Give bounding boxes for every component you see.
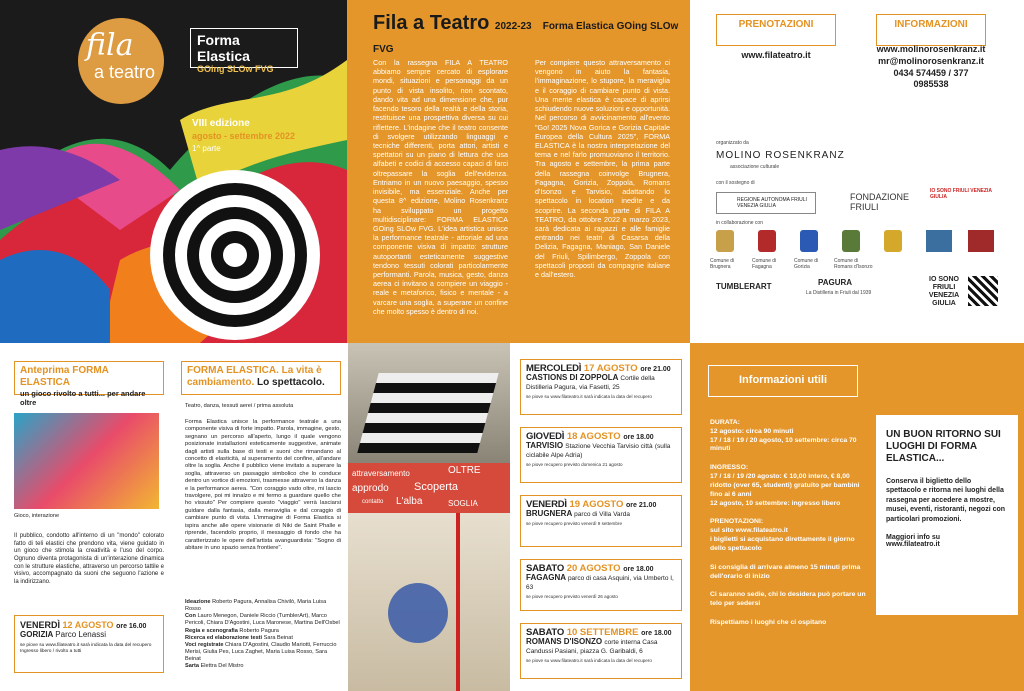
ingresso-text: 17 / 18 / 19 /20 agosto: € 10,00 intero, € 8,00 ridotto (over 65, studenti) gratuito per bambini fino ai 6 anni 12 agosto, 10 settembre: ingresso libero	[710, 473, 860, 507]
edition-dates: agosto - settembre 2022	[192, 131, 296, 141]
promo-more: Maggiori info su	[886, 534, 941, 542]
info-title: Informazioni utili	[708, 365, 858, 397]
event-venue: corte interna Casa Candussi Pasiani,	[526, 639, 658, 655]
coat-of-arms-icon	[884, 230, 902, 252]
fondazione-logo	[830, 192, 920, 214]
intro-title-main: Fila a Teatro	[373, 12, 490, 34]
comune-label: Comune di Fagagna	[752, 258, 777, 270]
photo-bottom	[348, 513, 510, 691]
edition-part: 1^ parte	[192, 144, 221, 153]
fondazione-name: FONDAZIONE FRIULI	[850, 192, 910, 212]
events-panel	[510, 343, 690, 691]
iosono-text	[922, 276, 966, 308]
promo-box	[876, 415, 1018, 615]
edition: VIII edizione	[192, 118, 250, 129]
support-label: con il sostegno di	[716, 180, 755, 186]
info-label: INFORMAZIONI	[894, 19, 968, 30]
preview-caption: Gioco, interazione	[14, 513, 60, 519]
intro-title-year: 2022-23	[494, 21, 532, 32]
comune-label: Comune di Romans d'Isonzo	[834, 258, 873, 270]
booking-label: PRENOTAZIONI	[738, 19, 814, 30]
preview-event	[14, 615, 164, 673]
info-panel	[690, 343, 1024, 691]
event-place: BRUGNERA	[526, 509, 572, 518]
coat-of-arms-icon	[758, 230, 776, 252]
event-day: MERCOLEDÌ	[526, 363, 582, 374]
preview-ev-date: 12 AGOSTO	[62, 620, 114, 630]
show-credits	[185, 599, 341, 671]
event-day: SABATO	[526, 563, 565, 574]
pagura-sub: La Distilleria in Friuli dal 1939	[806, 290, 872, 296]
photo-top	[348, 343, 510, 463]
words-strip	[348, 463, 510, 513]
word-attraversamento: attraversamento	[352, 469, 410, 478]
event-note: se piove su www.filateatro.it sarà indicata la data del recupero	[526, 657, 652, 663]
event-day: SABATO	[526, 627, 565, 638]
partner-logo	[968, 230, 994, 252]
event-venue: parco di casa Asquini,	[567, 575, 632, 582]
show-panel	[173, 343, 348, 691]
preview-title-box	[14, 361, 164, 407]
promo-site[interactable]: www.filateatro.it	[886, 541, 940, 549]
ingresso-heading: INGRESSO:	[710, 464, 749, 472]
durata-text: 12 agosto: circa 90 minuti 17 / 18 / 19 / 20 agosto, 10 settembre: circa 70 minuti	[710, 427, 857, 453]
event-addr: via Umberto I, 63	[526, 575, 674, 591]
event-date: 20 AGOSTO	[566, 563, 621, 574]
durata-heading: DURATA:	[710, 419, 740, 426]
organized-by: organizzato da	[716, 140, 749, 146]
preview-panel	[0, 343, 173, 691]
intro-title	[373, 12, 690, 58]
iosono-l3: VENEZIA	[928, 292, 960, 300]
event-addr: via Fasetti, 25	[579, 383, 620, 391]
region-name: REGIONE AUTONOMA FRIULI VENEZIA GIULIA	[737, 197, 807, 209]
word-soglia: SOGLIA	[448, 499, 478, 508]
credit-line: Con Lauro Menegon, Daniele Riccio (TumblerArt), Marco Pericoli, Chiara D'Agostini, Luca Maronese, Martina Dell'Osbel	[185, 613, 340, 627]
preview-title	[20, 365, 158, 389]
booking-site[interactable]: www.filateatro.it	[741, 50, 811, 60]
coat-of-arms-icon	[800, 230, 818, 252]
prenotazioni-heading: PRENOTAZIONI:	[710, 518, 764, 526]
striped-fabric	[357, 373, 498, 453]
event-venue: parco di Villa Varda	[574, 511, 630, 518]
comuni-row	[710, 230, 1006, 270]
event-note: se piove su www.filateatro.it sarà indicata la data del recupero	[526, 393, 652, 399]
sedie-text: Ci saranno sedie, chi lo desidera può portare un telo per sedersi	[710, 591, 866, 608]
show-title-box	[181, 361, 341, 395]
info-box	[876, 14, 986, 46]
logo-teatro: a teatro	[94, 62, 156, 82]
iosono-logo: IO SONO FRIULI VENEZIA GIULIA	[930, 188, 992, 200]
credit-line: Ricerca ed elaborazione testi Sara Beinat	[185, 634, 293, 641]
event-venue: Stazione Vecchia Tarvisio città	[565, 443, 653, 450]
iosono-l4: GIULIA	[932, 300, 956, 308]
booking-box	[716, 14, 836, 46]
performer-figure	[388, 583, 448, 643]
promo-title: UN BUON RITORNO SUI LUOGHI DI FORMA ELASTICA...	[886, 429, 1001, 464]
preview-ev-note2: Ingresso libero / rivolto a tutti	[20, 649, 82, 655]
collab-label: in collaborazione con	[716, 220, 763, 226]
preview-title-b: FORMA ELASTICA	[20, 365, 109, 388]
event-card	[520, 359, 682, 415]
intro-text-col2: Per compiere questo attraversamento ci vengono in aiuto la fantasia, l'immaginazione, lo stupore, la meraviglia e il coraggio di cambiare punto di vista. Una mente elastica è capace di aprirsi schiudendo nuove soluzioni e opportunità. Nel percorso di avvicinamento all'evento "Go! 2025 Nova Gorica e Gorizia Capitale Europea della Cultura 2025", FORMA ELASTICA è la nostra interpretazione del tema e nel farlo promuoviamo il territorio. Tra agosto e settembre, la prima parte della rassegna coinvolge Brugnera, Fagagna, Gorizia, Zoppola, Romans d'Isonzo e Tarvisio, adattando lo spettacolo in location inedite e da scoprire. La seconda parte di FILA A TEATRO, da ottobre 2022 a marzo 2023, sarà dedicata ai ragazzi e alle famiglie entrando nei teatri di Casarsa della Delizia, Fagagna, Maniago, San Daniele del Friuli, Spilimbergo, Zoppola con spettacoli proposti da compagnie italiane e dall'estero.	[535, 58, 670, 280]
comune-label: Comune di Gorizia	[794, 258, 819, 270]
tumblerart-logo: TUMBLERART	[716, 282, 772, 291]
comune-label: Comune di Brugnera	[710, 258, 735, 270]
word-approdo: approdo	[352, 483, 389, 494]
event-card	[520, 559, 682, 611]
info-site[interactable]: www.molinorosenkranz.it	[876, 44, 986, 54]
preview-subtitle: un gioco rivolto a tutti... per andare oltre	[20, 389, 146, 407]
event-time: ore 18.00	[623, 434, 654, 441]
coat-of-arms-icon	[716, 230, 734, 252]
qr-code-icon[interactable]	[968, 276, 998, 306]
event-date: 18 AGOSTO	[566, 431, 621, 442]
preview-ev-day: VENERDÌ	[20, 620, 61, 630]
preview-body: Il pubblico, condotto all'interno di un "mondo" colorato fatto di teli elastici che prendono vita, viene guidato in un gioco che stimola la creatività e l'uso del corpo. Ognuno diventa protagonista di un'interazione dinamica con le strutture elastiche, attraverso un percorso tattile e visivo, accompagnato da suoni che seguono l'azione e la indirizzano.	[14, 533, 164, 586]
iosono-l2: FRIULI	[932, 284, 956, 292]
show-title-b: La vita è	[281, 365, 322, 376]
event-time: ore 18.00	[641, 630, 672, 637]
coat-of-arms-icon	[842, 230, 860, 252]
event-note: se piove recupero previsto venerdì 26 agosto	[526, 593, 618, 599]
event-place: ROMANS D'ISONZO	[526, 637, 603, 646]
show-title-a: FORMA ELASTICA.	[187, 365, 279, 376]
event-date: 10 SETTEMBRE	[566, 627, 639, 638]
event-card	[520, 495, 682, 547]
preview-photo	[14, 413, 159, 509]
preview-ev-place: GORIZIA	[20, 630, 54, 639]
aerial-silk	[456, 513, 460, 691]
org-sub: associazione culturale	[730, 164, 780, 170]
preview-title-a: Anteprima	[20, 365, 70, 376]
event-date: 19 AGOSTO	[569, 499, 624, 510]
contacts-panel	[690, 0, 1024, 343]
cover-title: Forma Elastica	[197, 32, 250, 64]
word-scoperta: Scoperta	[414, 481, 459, 493]
event-place: TARVISIO	[526, 441, 564, 450]
preview-ev-time: ore 16.00	[116, 623, 147, 630]
photo-panel	[348, 343, 510, 691]
intro-panel	[347, 0, 690, 343]
info-phone: 0434 574459 / 377 0985538	[893, 68, 969, 90]
credit-line: Regia e scenografia Roberto Pagura	[185, 627, 279, 634]
event-note: se piove recupero previsto venerdì 9 settembre	[526, 520, 623, 526]
event-day: GIOVEDÌ	[526, 431, 565, 442]
intro-text-col1: Con la rassegna FILA A TEATRO abbiamo sempre cercato di esplorare mondi, situazioni e personaggi da un punto di vista insolito, non scontato, dando vita ad una dimensione che, pur facendo tesoro della realtà e della storia, restituisce una prospettiva diversa su cui riflettere. L'indagine che il teatro consente di svolgere utilizzando linguaggi e tecniche differenti, porta attori, artisti e spettatori su un piano di lettura che usa alfabeti e codici di accesso capaci di farci oltrepassare la soglia dell'evidenza. Entriamo in un nuovo paesaggio, spesso invisibile, ma essenziale. Anche per questa 8^ edizione, Molino Rosenkranz ha sviluppato un progetto multidisciplinare: FORMA ELASTICA GOing SLOw FVG. L'idea artistica unisce la performance teatrale - attoriale ad una componente visiva di impatto: strutture autoportanti esteticamente suggestive tendono tessuti colorati particolarmente performanti. Parola, musica, gesto, danza aerea ci invitano a compiere un viaggio - reale e metaforico, fisico e mentale - a varcare una soglia, a superare un confine che molto spesso è dentro di noi.	[373, 58, 508, 316]
info-mail[interactable]: mr@molinorosenkranz.it	[878, 56, 984, 66]
iosono-l1: IO SONO	[929, 276, 959, 283]
intro-title-sub: Forma Elastica GOing SLOw FVG	[373, 21, 679, 55]
credit-line: Voci registrate Chiara D'Agostini, Claudio Mariotti, Ferruccio Merisi, Giulia Pes, Luca Zaghet, Maria Luisa Rosso, Sara Beinat	[185, 641, 337, 663]
event-note: se piove recupero previsto domenica 21 agosto	[526, 461, 623, 467]
event-time: ore 21.00	[640, 366, 671, 373]
cover-title-box	[190, 28, 298, 74]
event-time: ore 21.00	[625, 502, 657, 509]
prenotazioni-text: sul sito www.filateatro.it i biglietti si acquistano direttamente il giorno dello spettacolo	[710, 527, 855, 552]
show-body: Forma Elastica unisce la performance teatrale a una componente visiva di forte impatto. Parola, immagine, gesto, segnano un percorso all'aperto, lungo il quale vengono posizionate installazioni esteticamente suggestive, animate dagli artisti sulla base di testi e suoni che rimandano al concetto di elasticità, al superamento del confine, all'andare oltre la soglia. Anche il pubblico viene invitato a superare la soglia, attraverso un passaggio simbolico che lo conduce dentro un vortice di emozioni, trasmesse attraverso la danza e la performance aerea. "Con coraggio vado oltre, mi lascio travolgere, poi mi innalzo e mi fermo a guardare quello che ho vissuto" Per compiere questo "viaggio" verrà lasciarsi guidare dalla fantasia, dalla meraviglia e dal coraggio di cambiare punto di vista. L'immagine di Forma Elastica si ispira anche alle opere visionarie di Niki de Saint Phalle e riprende, facendolo proprio, il messaggio di fondo che ha caratterizzato le opere dell'artista avanguardista: "Sogno di abitare in uno spazio senza frontiere".	[185, 419, 341, 551]
promo-body: Conserva il biglietto dello spettacolo e ritorna nei luoghi della rassegna per accedere a mostre, musei, eventi, ristoranti, negozi con particolari promozioni.	[886, 478, 1006, 523]
logo-fila: fila	[86, 28, 134, 63]
consiglio-text: Si consiglia di arrivare almeno 15 minuti prima dell'orario di inizio	[710, 563, 861, 580]
rispetto-text: Rispettiamo i luoghi che ci ospitano	[710, 619, 827, 627]
cover-panel	[0, 0, 347, 343]
cover-subtitle: GOing SLOw FVG	[197, 64, 274, 74]
preview-ev-venue: Parco Lenassi	[55, 630, 106, 639]
org-name: MOLINO ROSENKRANZ	[716, 150, 845, 161]
info-details	[710, 419, 870, 628]
pagura-logo: PAGURA	[818, 278, 853, 287]
event-card	[520, 623, 682, 679]
event-date: 17 AGOSTO	[583, 363, 638, 374]
region-logo	[716, 192, 816, 214]
event-addr: piazza G. Garibaldi, 6	[580, 647, 643, 655]
event-card	[520, 427, 682, 483]
word-contatto: contatto	[362, 499, 384, 505]
word-oltre: OLTRE	[448, 465, 481, 476]
credit-line: Sarta Elettra Del Mistro	[185, 663, 244, 670]
credit-line: Ideazione Roberto Pagura, Annalisa Chivilò, Maria Luisa Rosso	[185, 599, 327, 613]
partner-logo	[926, 230, 952, 252]
show-title-c: cambiamento.	[187, 377, 255, 388]
event-place: CASTIONS DI ZOPPOLA	[526, 373, 619, 382]
event-time: ore 18.00	[623, 566, 654, 573]
preview-ev-note1: se piove su www.filateatro.it sarà indicata la data del recupero	[20, 643, 152, 648]
show-title-d: Lo spettacolo.	[257, 377, 325, 388]
event-day: VENERDÌ	[526, 499, 567, 510]
event-venue: Cortile della Distilleria Pagura,	[526, 375, 655, 391]
event-addr: (sulla ciclabile Alpe Adria)	[526, 443, 671, 459]
show-genre: Teatro, danza, tessuti aerei / prima assoluta	[185, 403, 294, 409]
event-place: FAGAGNA	[526, 573, 566, 582]
word-alba: L'alba	[396, 496, 423, 507]
